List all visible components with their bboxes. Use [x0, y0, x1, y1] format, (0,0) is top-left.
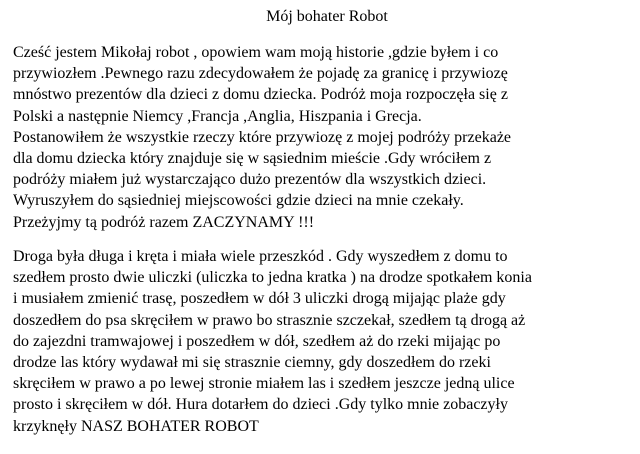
text-line: Droga była długa i kręta i miała wiele przeszkód . Gdy wyszedłem z domu to: [13, 248, 508, 265]
paragraph-journey: [13, 246, 633, 437]
text-line: Cześć jestem Mikołaj robot , opowiem wam moją historie ,gdzie byłem i co: [13, 44, 499, 61]
text-line: drodze las który wydawał mi się strasznie ciemny, gdy doszedłem do rzeki: [13, 354, 491, 372]
text-line: Przeżyjmy tą podróż razem ZACZYNAMY !!!: [13, 213, 315, 231]
text-line: doszedłem do psa skręciłem w prawo bo strasznie szczekał, szedłem tą drogą aż: [13, 311, 526, 329]
text-line: Wyruszyłem do sąsiedniej miejscowości gdzie dzieci na mnie czekały.: [13, 192, 464, 210]
text-line: do zajezdni tramwajowej i poszedłem w dół, szedłem aż do rzeki mijając po: [13, 332, 501, 350]
text-line: i musiałem zmienić trasę, poszedłem w dół 3 uliczki drogą mijając plaże gdy: [13, 290, 506, 308]
text-line: Polski a następnie Niemcy ,Francja ,Anglia, Hiszpania i Grecja.: [13, 107, 422, 125]
text-line: mnóstwo prezentów dla dzieci z domu dziecka. Podróż moja rozpoczęła się z: [13, 86, 508, 104]
text-line: przywiozłem .Pewnego razu zdecydowałem że pojadę za granicę i przywiozę: [13, 65, 508, 83]
text-line: podróży miałem już wystarczająco dużo prezentów dla wszystkich dzieci.: [13, 171, 487, 189]
paragraph-intro: [13, 42, 633, 233]
text-line: skręciłem w prawo a po lewej stronie miałem las i szedłem jeszcze jedną ulice: [13, 375, 515, 393]
text-line: prosto i skręciłem w dół. Hura dotarłem do dzieci .Gdy tylko mnie zobaczyły: [13, 396, 508, 414]
document-title: Mój bohater Robot: [266, 8, 388, 25]
text-line: Postanowiłem że wszystkie rzeczy które przywiozę z mojej podróży przekaże: [13, 128, 512, 146]
text-line: szedłem prosto dwie uliczki (uliczka to jedna kratka ) na drodze spotkałem konia: [13, 269, 532, 287]
text-line: dla domu dziecka który znajduje się w sąsiednim mieście .Gdy wróciłem z: [13, 150, 492, 168]
text-line: krzyknęły NASZ BOHATER ROBOT: [13, 417, 259, 435]
